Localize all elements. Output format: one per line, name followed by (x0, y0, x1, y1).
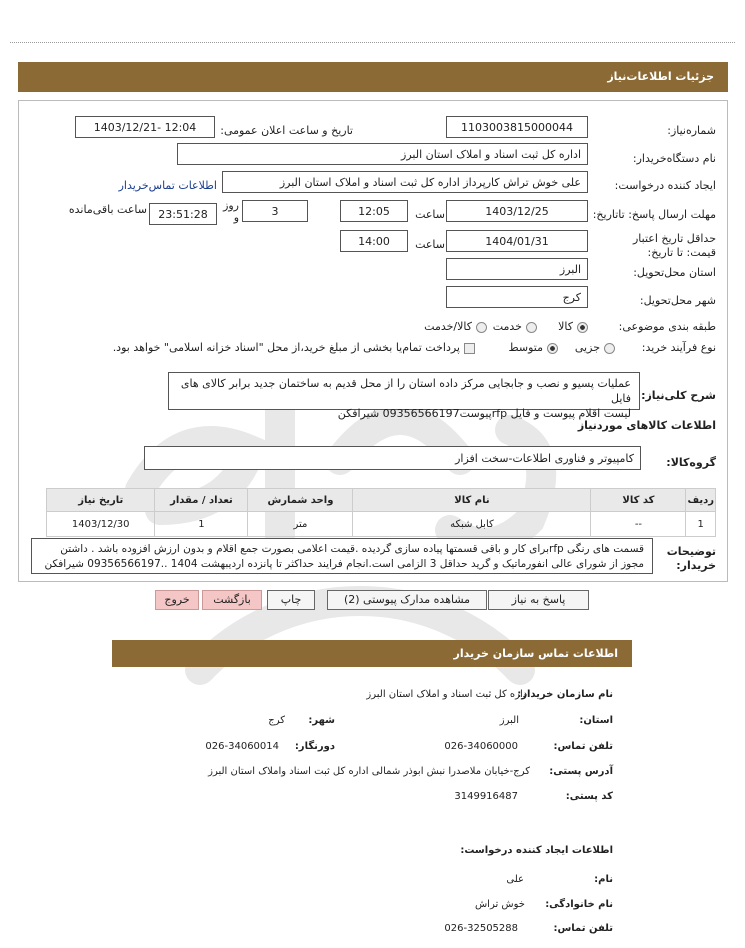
back-button[interactable]: بازگشت (202, 590, 262, 610)
city-field: کرج (446, 286, 588, 308)
creator-family-value: خوش تراش (474, 899, 525, 910)
radio-checked-icon (577, 322, 588, 333)
radio-checked-icon (547, 343, 558, 354)
category-option-goods[interactable]: کالا (558, 320, 588, 333)
remaining-field: 23:51:28 (149, 203, 217, 225)
contact-postal-value: 3149916487 (454, 791, 518, 802)
buyer-notes-line-2: مجوز از شورای عالی انفورماتیک و گرید حداقل 3 الزامی است.انجام فرایند حداکثر تا پانزده اردیبهشت 1404 ..09356566197 شیرافکن (44, 558, 644, 570)
cell-row: 1 (686, 512, 716, 537)
days-label: روز و (223, 199, 239, 224)
cell-unit: متر (248, 512, 353, 537)
cell-name: کابل شبکه (353, 512, 591, 537)
announce-field: 1403/12/21- 12:04 (75, 116, 215, 138)
contact-city-value: کرج (268, 715, 285, 726)
buyer-contact-link[interactable]: اطلاعات تماس‌خریدار (118, 179, 217, 192)
buyer-notes-label: توضیحات خریدار: (666, 545, 716, 572)
goods-table-header (47, 489, 716, 512)
contact-title: اطلاعات تماس سازمان خریدار (453, 647, 618, 660)
description-line-2: لیست اقلام پیوست و فایل rfpپیوست09356566197 شیرافکن (337, 407, 631, 420)
buyer-org-label: نام دستگاه‌خریدار: (632, 152, 716, 165)
contact-org-value: اداره کل ثبت اسناد و املاک استان البرز (366, 689, 530, 700)
contact-address-label: آدرس پستی: (549, 766, 613, 777)
creator-field: علی خوش تراش کارپرداز اداره کل ثبت اسناد و املاک استان البرز (222, 171, 588, 193)
creator-label: ایجاد کننده درخواست: (614, 179, 716, 192)
top-divider (10, 42, 735, 43)
contact-header (112, 640, 632, 667)
deadline-date-field: 1403/12/25 (446, 200, 588, 222)
treasury-payment-option[interactable]: پرداخت تمام‌یا بخشی از مبلغ خرید،از محل "اسناد خزانه اسلامی" خواهد بود. (113, 341, 475, 354)
buyer-org-field: اداره کل ثبت اسناد و املاک استان البرز (177, 143, 588, 165)
contact-org-label: نام سازمان خریدار: (517, 689, 613, 700)
print-button[interactable]: چاپ (267, 590, 315, 610)
goods-group-label: گروه‌کالا: (666, 456, 716, 469)
deadline-label: مهلت ارسال پاسخ: تاتاریخ: (592, 208, 716, 221)
cell-quantity: 1 (155, 512, 248, 537)
province-field: البرز (446, 258, 588, 280)
creator-phone-value: 026-32505288 (444, 923, 518, 934)
days-field: 3 (242, 200, 308, 222)
col-name: نام کالا (353, 489, 591, 512)
validity-time-field: 14:00 (340, 230, 408, 252)
cell-code: -- (591, 512, 686, 537)
city-label: شهر محل‌تحویل: (639, 294, 716, 307)
goods-group-field: کامپیوتر و فناوری اطلاعات-سخت افزار (144, 446, 641, 470)
col-quantity: تعداد / مقدار (155, 489, 248, 512)
radio-icon (476, 322, 487, 333)
reply-button[interactable]: پاسخ به نیاز (488, 590, 589, 610)
description-line-1: عملیات پسیو و نصب و جابجایی مرکز داده استان را از محل قدیم به ساختمان جدید برابر کالای های فایل (180, 377, 631, 405)
deadline-time-label: ساعت (415, 208, 445, 221)
contact-postal-label: کد پستی: (565, 791, 613, 802)
goods-section-title: اطلاعات کالاهای موردنیاز (577, 419, 716, 432)
radio-icon (604, 343, 615, 354)
table-row (47, 512, 716, 537)
col-code: کد کالا (591, 489, 686, 512)
contact-address-value: کرج-خیابان ملاصدرا نبش ابوذر شمالی اداره کل ثبت اسناد واملاک استان البرز (208, 766, 530, 777)
category-option-both[interactable]: کالا/خدمت (424, 320, 487, 333)
description-box (168, 372, 640, 420)
col-date: تاریخ نیاز (47, 489, 155, 512)
province-label: استان محل‌تحویل: (633, 266, 716, 279)
contact-province-value: البرز (499, 715, 519, 726)
remaining-label: ساعت باقی‌مانده (68, 203, 147, 216)
deadline-time-field: 12:05 (340, 200, 408, 222)
creator-phone-label: تلفن تماس: (553, 923, 613, 934)
checkbox-icon (464, 343, 475, 354)
radio-icon (526, 322, 537, 333)
contact-phone-value: 026-34060000 (444, 741, 518, 752)
validity-label: حداقل تاریخ اعتبار قیمت: تا تاریخ: (632, 232, 716, 259)
cell-date: 1403/12/30 (47, 512, 155, 537)
col-row: ردیف (686, 489, 716, 512)
contact-fax-value: 026-34060014 (205, 741, 279, 752)
goods-table (46, 488, 716, 537)
contact-phone-label: تلفن تماس: (553, 741, 613, 752)
page-header (18, 62, 728, 92)
description-label: شرح کلی‌نیاز: (641, 389, 716, 402)
validity-time-label: ساعت (415, 238, 445, 251)
process-option-minor[interactable]: جزیی (575, 341, 615, 354)
category-label: طبقه بندی موضوعی: (618, 320, 716, 333)
buyer-notes-line-1: قسمت های رنگی rfpبرای کار و باقی قسمتها پیاده سازی گردیده .قیمت اعلامی بصورت جمع اقلام و بدون ارزش افزوده باشد . داشتن (60, 543, 644, 555)
validity-date-field: 1404/01/31 (446, 230, 588, 252)
exit-button[interactable]: خروج (155, 590, 199, 610)
announce-label: تاریخ و ساعت اعلان عمومی: (220, 124, 353, 137)
creator-name-label: نام: (594, 874, 613, 885)
contact-fax-label: دورنگار: (294, 741, 335, 752)
need-number-label: شماره‌نیاز: (667, 124, 716, 137)
process-label: نوع فرآیند خرید: (641, 341, 716, 354)
category-option-service[interactable]: خدمت (493, 320, 537, 333)
creator-section-title: اطلاعات ایجاد کننده درخواست: (460, 845, 613, 856)
buyer-notes-box (31, 538, 653, 574)
creator-name-value: علی (506, 874, 524, 885)
page-title: جزئیات اطلاعات‌نیاز (607, 70, 714, 83)
contact-city-label: شهر: (308, 715, 335, 726)
need-number-field: 1103003815000044 (446, 116, 588, 138)
process-option-medium[interactable]: متوسط (508, 341, 558, 354)
attachments-button[interactable]: مشاهده مدارک پیوستی (2) (327, 590, 487, 610)
creator-family-label: نام خانوادگی: (545, 899, 613, 910)
col-unit: واحد شمارش (248, 489, 353, 512)
contact-province-label: استان: (579, 715, 613, 726)
